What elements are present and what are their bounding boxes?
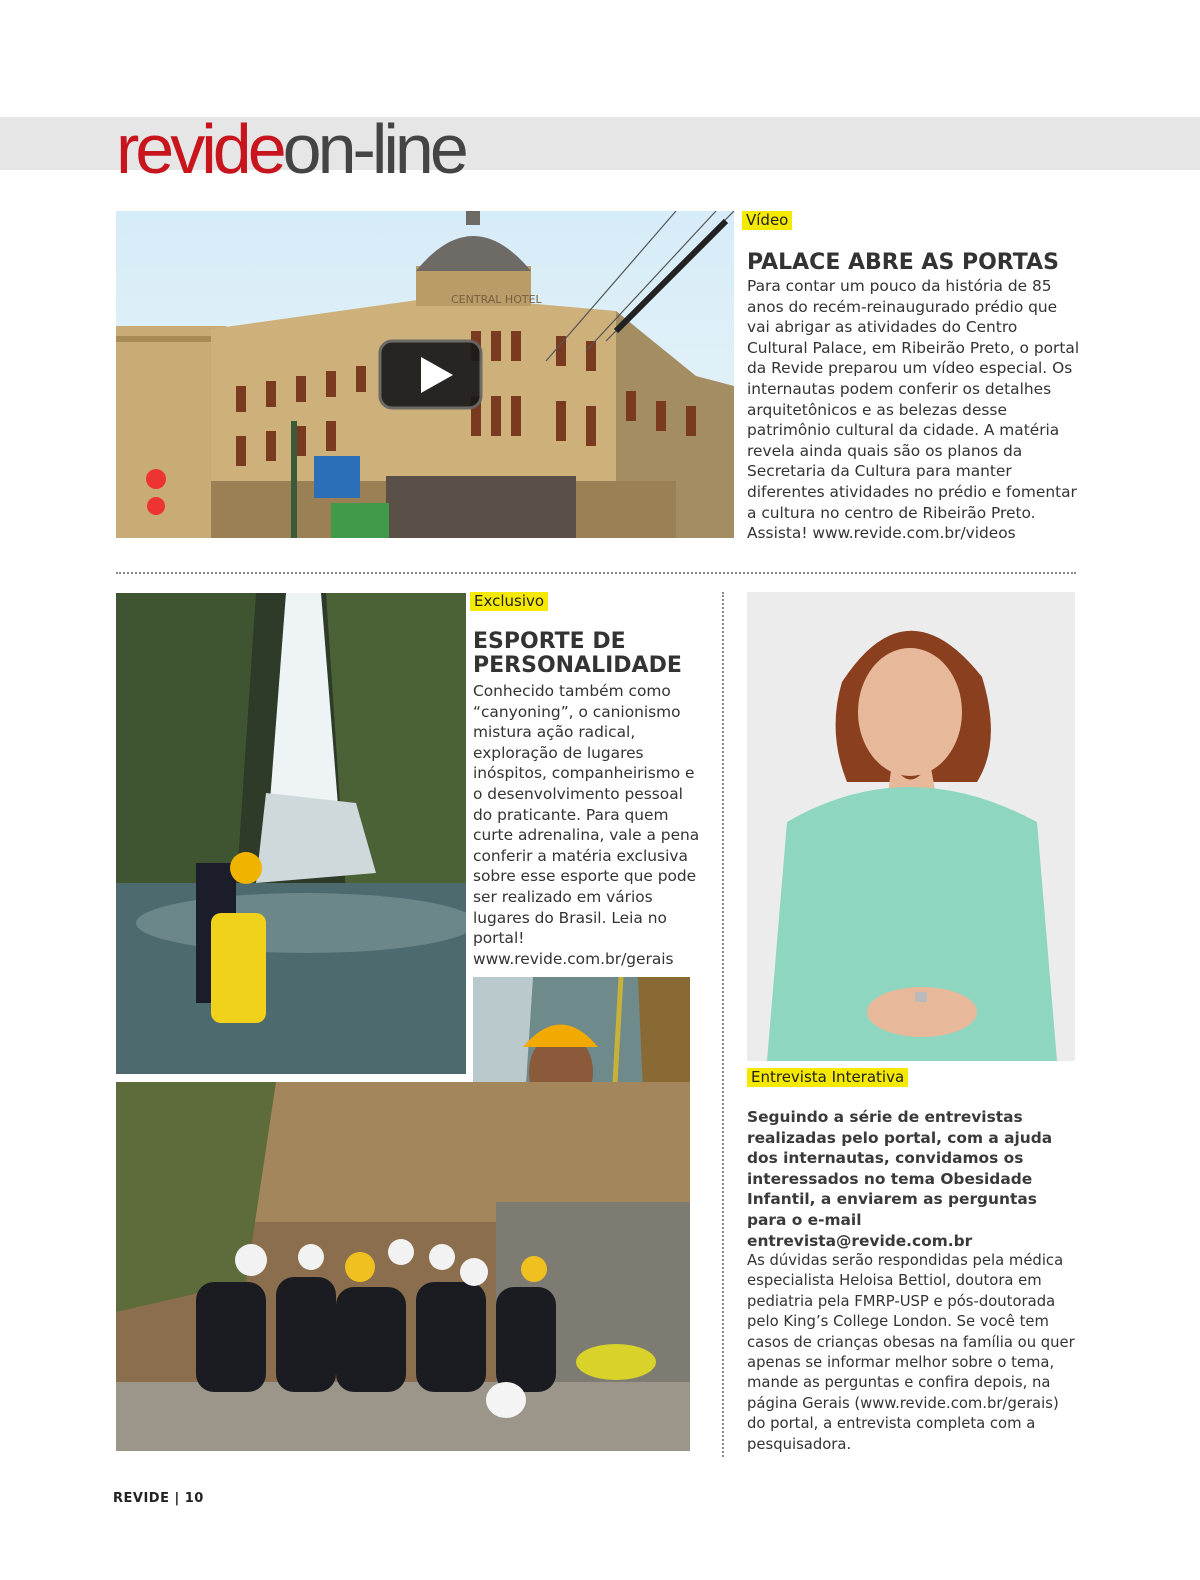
- sport-story-body: Conhecido também como “canyoning”, o canionismo mistura ação radical, exploração de lugares inóspitos, companheirismo e o desenvolvimento pessoal do praticante. Para quem curte adrenalina, vale a pena conferir a matéria exclusiva sobre esse esporte que pode ser realizado em vários lugares do Brasil. Leia no portal! www.revide.com.br/gerais: [473, 682, 700, 968]
- sport-story-title-line1: ESPORTE DE: [473, 629, 626, 654]
- canyoning-group-photo: [116, 1082, 690, 1451]
- sport-story-title-line2: PERSONALIDADE: [473, 653, 682, 678]
- interview-lead: Seguindo a série de entrevistas realizadas pelo portal, com a ajuda dos internautas, convidamos os interessados no tema Obesidade Infantil, a enviarem as perguntas para o e-mail entrevista@revide.com.br: [747, 1108, 1053, 1250]
- brand-revide: revide: [116, 110, 283, 188]
- tag-exclusive: Exclusivo: [470, 592, 548, 611]
- section-title: [116, 104, 465, 194]
- video-story-title: PALACE ABRE AS PORTAS: [747, 250, 1059, 275]
- building-sign: CENTRAL HOTEL: [451, 293, 542, 306]
- interview-body: As dúvidas serão respondidas pela médica especialista Heloisa Bettiol, doutora em pediatria pela FMRP-USP e pós-doutorada pelo King’s College London. Se você tem casos de crianças obesas na família ou quer apenas se informar melhor sobre o tema, mande as perguntas e confira depois, na página Gerais (www.revide.com.br/gerais) do portal, a entrevista completa com a pesquisadora.: [747, 1252, 1075, 1453]
- tag-interactive-interview: Entrevista Interativa: [747, 1068, 908, 1087]
- page-folio: REVIDE | 10: [113, 1491, 204, 1506]
- palace-video-thumbnail[interactable]: [116, 211, 734, 538]
- interviewee-portrait-photo: [747, 592, 1075, 1061]
- video-story-body: Para contar um pouco da história de 85 anos do recém-reinaugurado prédio que vai abrigar as atividades do Centro Cultural Palace, em Ribeirão Preto, o portal da Revide preparou um vídeo especial. Os internautas podem conferir os detalhes arquitetônicos e as belezas desse patrimônio cultural da cidade. A matéria revela ainda quais são os planos da Secretaria da Cultura para manter diferentes atividades no prédio e fomentar a cultura no centro de Ribeirão Preto. Assista! www.revide.com.br/videos: [747, 277, 1080, 543]
- brand-online: on-line: [282, 110, 465, 188]
- waterfall-photo: [116, 593, 466, 1074]
- sport-story-title: [473, 630, 713, 678]
- column-divider: [722, 592, 724, 1457]
- tag-video: Vídeo: [742, 211, 792, 230]
- section-divider: [116, 572, 1076, 574]
